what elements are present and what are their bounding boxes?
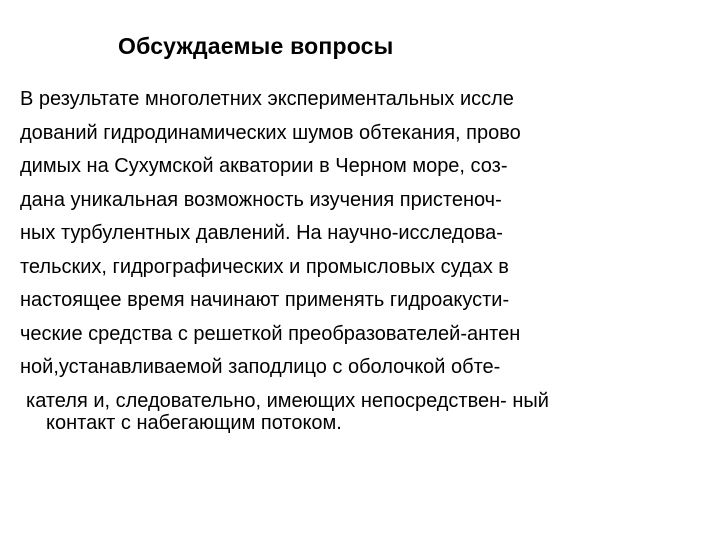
body-line: настоящее время начинают применять гидроакусти- <box>20 289 510 311</box>
body-line: кателя и, следовательно, имеющих непосредствен- ный <box>26 389 549 412</box>
body-line: тельских, гидрографических и промысловых судах в <box>20 255 509 278</box>
body-line: контакт с набегающим потоком. <box>46 412 342 434</box>
body-line: В результате многолетних экспериментальных иссле <box>20 88 514 110</box>
body-line: дана уникальная возможность изучения пристеноч- <box>20 188 502 211</box>
body-line: ной,устанавливаемой заподлицо с оболочкой обте- <box>20 356 501 378</box>
body-line: дований гидродинамических шумов обтекания, прово <box>20 121 521 144</box>
body-paragraph <box>20 83 710 434</box>
body-line: ных турбулентных давлений. На научно-исследова- <box>20 222 503 244</box>
body-line: ческие средства с решеткой преобразователей-антен <box>20 322 521 345</box>
body-line: димых на Сухумской акватории в Черном море, соз- <box>20 155 508 177</box>
slide-title: Обсуждаемые вопросы <box>118 33 394 59</box>
